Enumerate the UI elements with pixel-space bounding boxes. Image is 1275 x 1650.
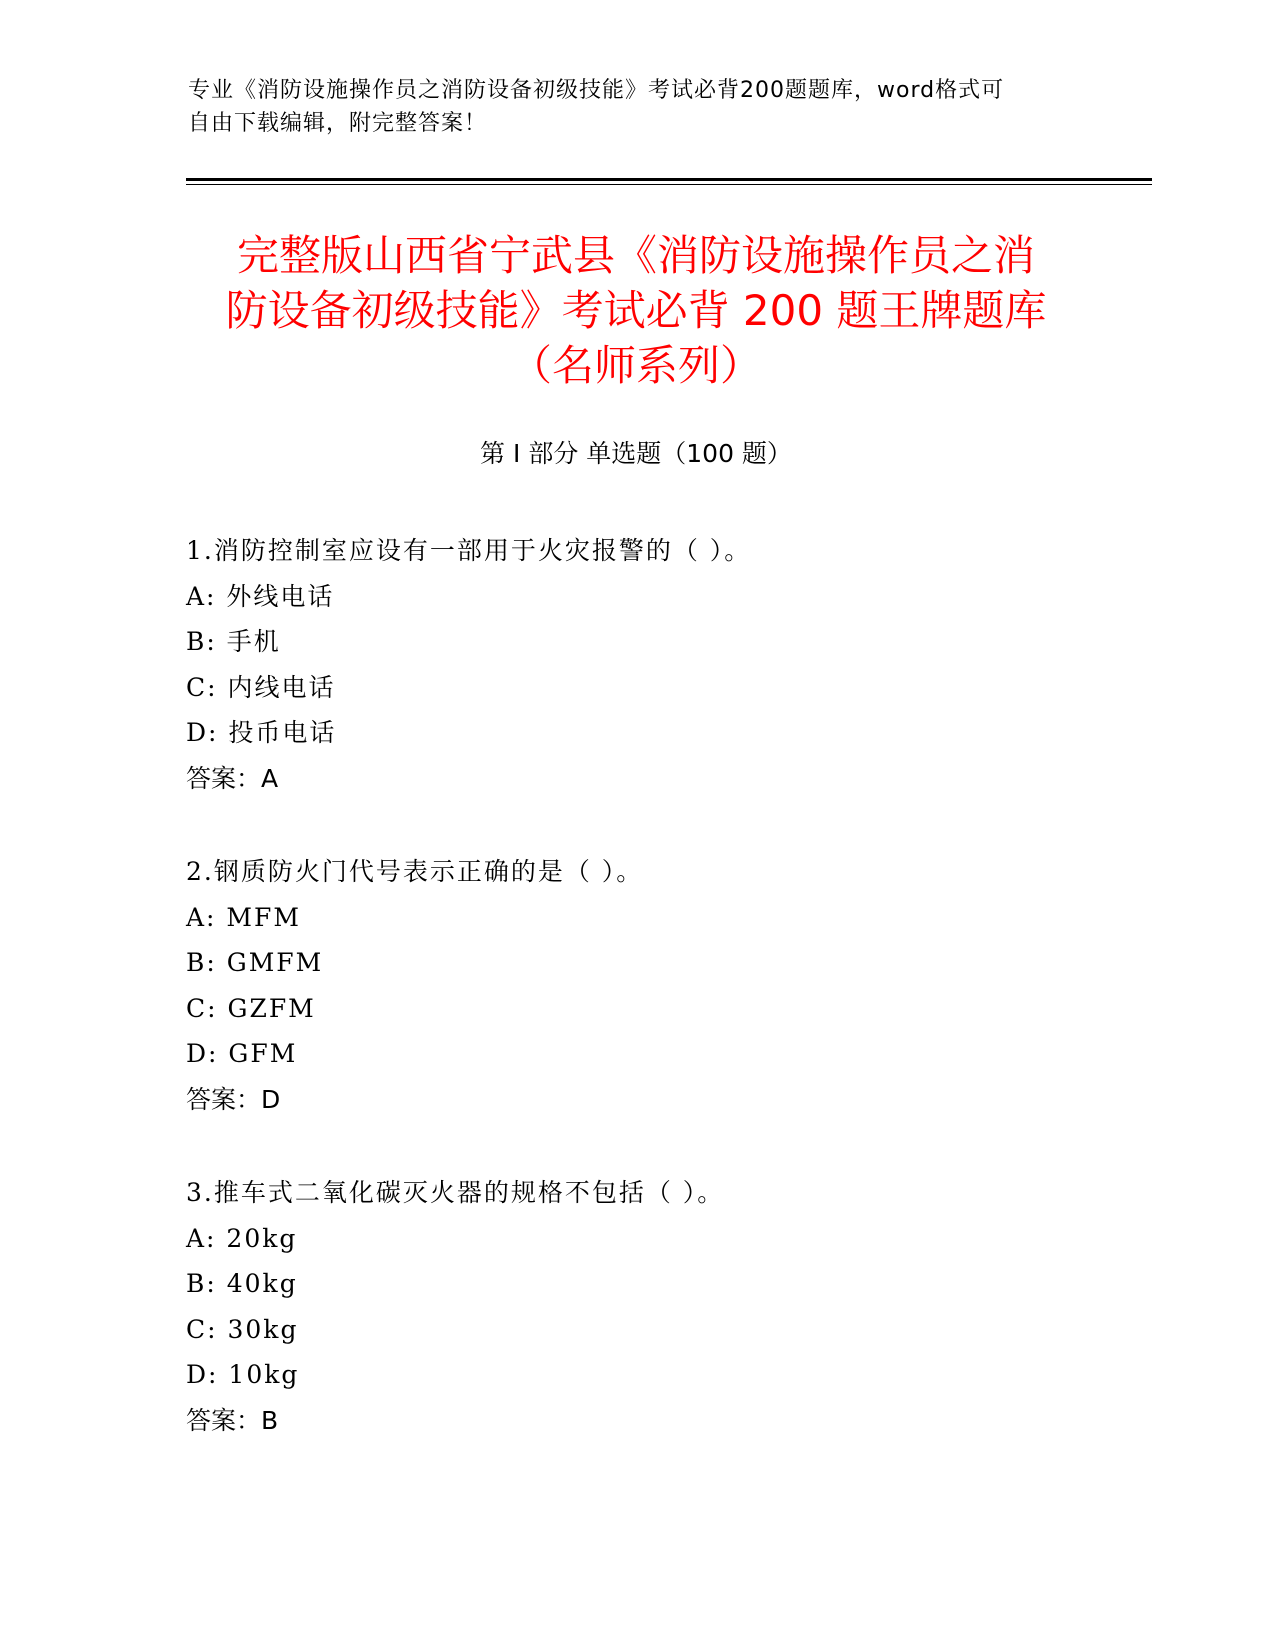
option-a: A: 外线电话	[186, 581, 335, 611]
option-a: A: 20kg	[186, 1223, 298, 1253]
question-list	[186, 528, 1086, 1491]
header-divider-thin	[186, 184, 1152, 185]
document-title	[186, 228, 1086, 393]
question-stem: 3.推车式二氧化碳灭火器的规格不包括（ ）。	[186, 1178, 725, 1207]
option-c: C: 内线电话	[186, 672, 336, 702]
header-note-line-2: 自由下载编辑，附完整答案！	[188, 111, 488, 136]
answer-line: 答案：D	[186, 1084, 281, 1114]
option-b: B: 手机	[186, 627, 281, 656]
option-c: C: GZFM	[186, 993, 316, 1023]
header-divider-thick	[186, 178, 1152, 181]
answer-line: 答案：B	[186, 1405, 279, 1435]
question-item	[186, 849, 1086, 1122]
question-item	[186, 528, 1086, 801]
section-heading: 第 I 部分 单选题（100 题）	[480, 439, 792, 468]
document-title-line-3: （名师系列）	[509, 341, 762, 390]
option-d: D: 投币电话	[186, 718, 337, 747]
question-item	[186, 1170, 1086, 1443]
option-c: C: 30kg	[186, 1314, 299, 1344]
option-d: D: 10kg	[186, 1360, 300, 1389]
header-note	[188, 74, 1088, 140]
answer-line: 答案：A	[186, 763, 279, 793]
option-b: B: GMFM	[186, 948, 324, 977]
option-d: D: GFM	[186, 1039, 298, 1068]
option-a: A: MFM	[186, 902, 301, 932]
option-b: B: 40kg	[186, 1269, 298, 1298]
question-stem: 1.消防控制室应设有一部用于火灾报警的（ ）。	[186, 536, 752, 565]
question-stem: 2.钢质防火门代号表示正确的是（ ）。	[186, 857, 644, 886]
header-note-line-1: 专业《消防设施操作员之消防设备初级技能》考试必背200题题库，word格式可	[188, 78, 1005, 103]
document-title-line-1: 完整版山西省宁武县《消防设施操作员之消	[236, 231, 1035, 280]
document-title-line-2: 防设备初级技能》考试必背 200 题王牌题库	[225, 286, 1047, 335]
